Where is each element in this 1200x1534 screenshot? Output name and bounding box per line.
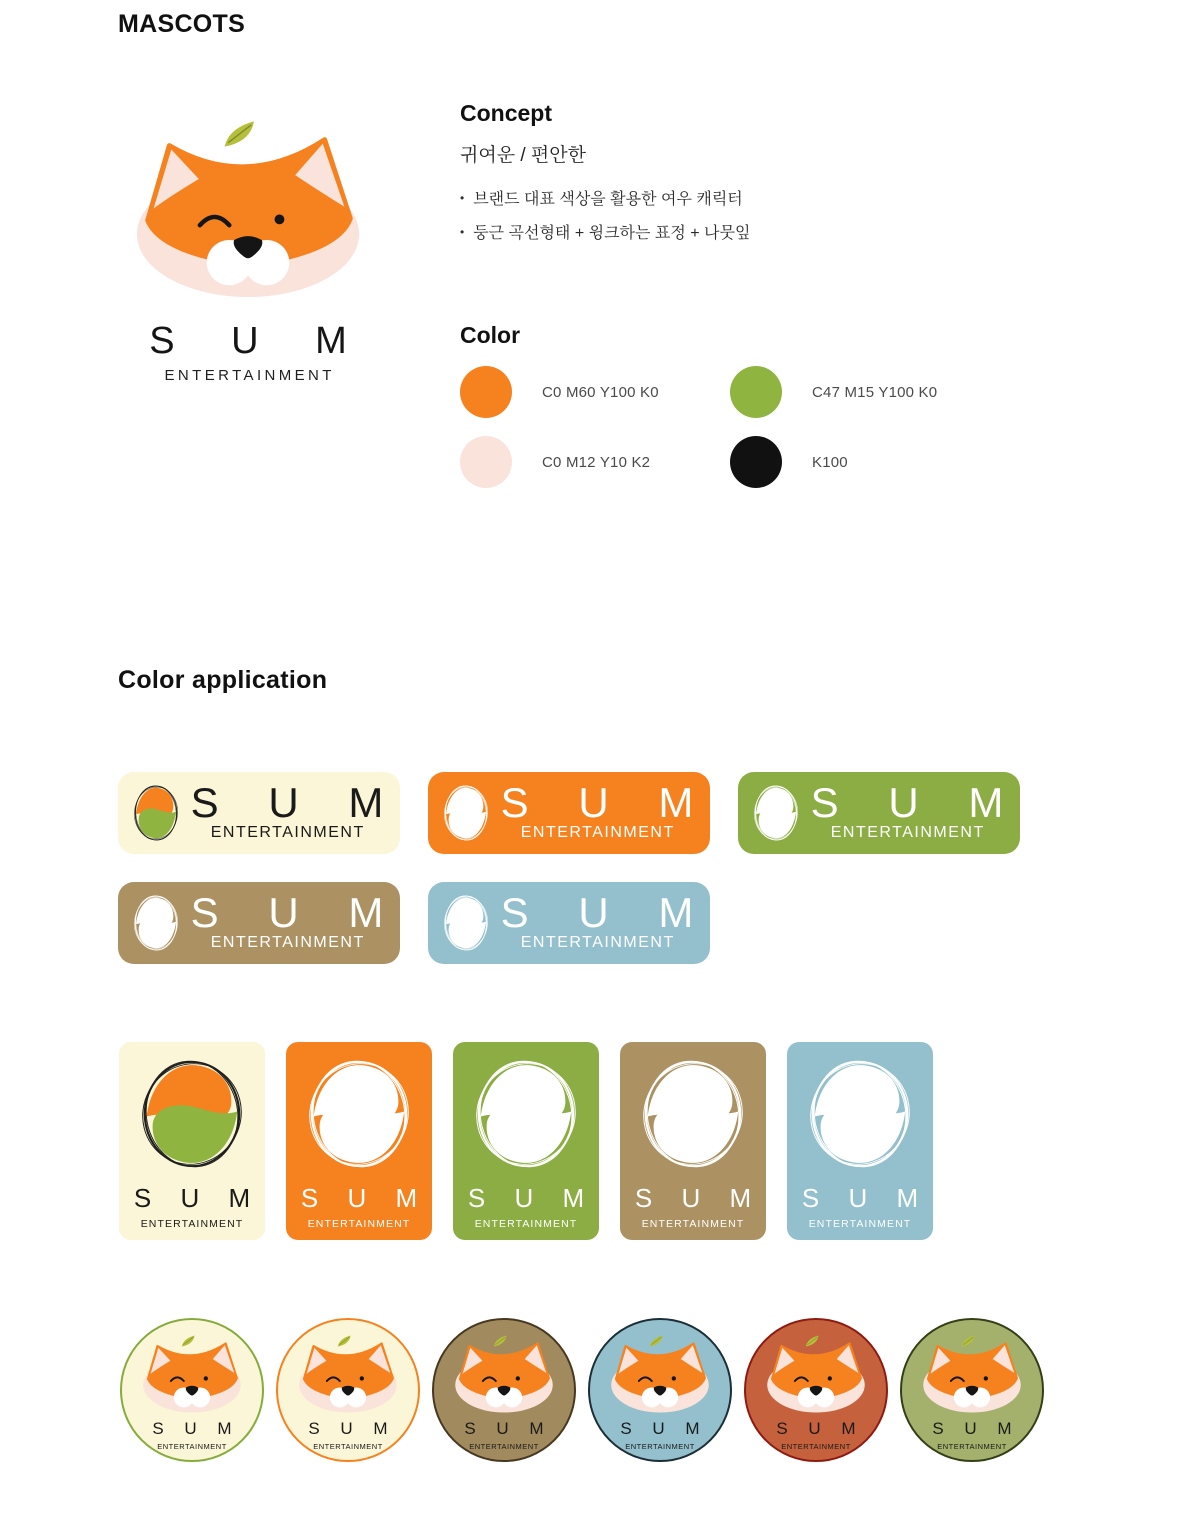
swatch-label: K100 xyxy=(812,453,848,471)
badge-sub-wordmark: ENTERTAINMENT xyxy=(313,1442,383,1451)
swatch-grid xyxy=(460,366,1040,488)
mascot-badge-blue xyxy=(588,1318,732,1462)
sum-seed-logo-icon xyxy=(801,1051,919,1177)
fox-mascot-icon xyxy=(296,1334,400,1416)
card-wordmark: S U M xyxy=(300,1183,429,1213)
banner-wordmark: S U M xyxy=(190,889,403,936)
badge-sub-wordmark: ENTERTAINMENT xyxy=(937,1442,1007,1451)
card-sub-wordmark: ENTERTAINMENT xyxy=(307,1218,411,1230)
mascot-badge-cream-orange-ring xyxy=(276,1318,420,1462)
swatch-green xyxy=(730,366,1040,418)
sum-seed-logo-icon xyxy=(130,780,182,846)
concept-section xyxy=(460,100,960,250)
badge-sub-wordmark: ENTERTAINMENT xyxy=(157,1442,227,1451)
banner-grid xyxy=(118,772,1023,964)
badge-wordmark: S U M xyxy=(620,1419,708,1438)
banner-text xyxy=(492,779,713,842)
fox-mascot-icon xyxy=(764,1334,868,1416)
banner-sub-wordmark: ENTERTAINMENT xyxy=(210,824,365,841)
banner-text xyxy=(802,779,1023,842)
mascot-wordmark: S U M xyxy=(149,320,370,362)
fox-mascot-icon xyxy=(920,1334,1024,1416)
swatch-pink xyxy=(460,436,730,488)
logo-banner-tan xyxy=(118,882,403,964)
concept-bullet-list xyxy=(460,182,960,250)
sum-seed-logo-icon xyxy=(467,1051,585,1177)
card-sub-wordmark: ENTERTAINMENT xyxy=(808,1218,912,1230)
banner-sub-wordmark: ENTERTAINMENT xyxy=(520,824,675,841)
concept-bullet: • 브랜드 대표 색상을 활용한 여우 캐릭터 xyxy=(460,182,960,216)
badge-sub-wordmark: ENTERTAINMENT xyxy=(781,1442,851,1451)
swatch-black xyxy=(730,436,1040,488)
badge-wordmark: S U M xyxy=(152,1419,240,1438)
swatch-orange xyxy=(460,366,730,418)
sum-seed-logo-icon xyxy=(440,890,492,956)
card-sub-wordmark: ENTERTAINMENT xyxy=(641,1218,745,1230)
swatch-dot-green xyxy=(730,366,782,418)
logo-card-orange xyxy=(286,1042,432,1240)
badge-wordmark: S U M xyxy=(464,1419,552,1438)
badge-sub-wordmark: ENTERTAINMENT xyxy=(469,1442,539,1451)
mascot-badge-terracotta xyxy=(744,1318,888,1462)
mascot-badge-brown xyxy=(432,1318,576,1462)
logo-banner-green xyxy=(738,772,1023,854)
sum-seed-logo-icon xyxy=(634,1051,752,1177)
badge-grid xyxy=(120,1318,1044,1462)
banner-sub-wordmark: ENTERTAINMENT xyxy=(830,824,985,841)
badge-wordmark: S U M xyxy=(776,1419,864,1438)
logo-card-cream xyxy=(119,1042,265,1240)
card-sub-wordmark: ENTERTAINMENT xyxy=(140,1218,244,1230)
color-section xyxy=(460,322,1040,488)
logo-banner-orange xyxy=(428,772,713,854)
sum-seed-logo-icon xyxy=(133,1051,251,1177)
swatch-dot-orange xyxy=(460,366,512,418)
banner-sub-wordmark: ENTERTAINMENT xyxy=(210,934,365,951)
banner-text xyxy=(182,779,403,842)
banner-text xyxy=(492,889,713,952)
card-wordmark: S U M xyxy=(467,1183,596,1213)
swatch-label: C47 M15 Y100 K0 xyxy=(812,383,938,401)
concept-bullet: • 둥근 곡선형태 + 윙크하는 표정 + 나뭇잎 xyxy=(460,216,960,250)
card-wordmark: S U M xyxy=(801,1183,930,1213)
page-title: MASCOTS xyxy=(118,10,246,38)
sum-seed-logo-icon xyxy=(440,780,492,846)
fox-mascot-icon xyxy=(452,1334,556,1416)
badge-wordmark: S U M xyxy=(308,1419,396,1438)
sum-seed-logo-icon xyxy=(750,780,802,846)
swatch-label: C0 M12 Y10 K2 xyxy=(542,453,651,471)
fox-mascot-icon xyxy=(130,118,366,305)
logo-banner-cream xyxy=(118,772,403,854)
badge-sub-wordmark: ENTERTAINMENT xyxy=(625,1442,695,1451)
concept-heading: Concept xyxy=(460,100,552,126)
card-wordmark: S U M xyxy=(133,1183,262,1213)
color-heading: Color xyxy=(460,322,521,348)
logo-card-blue xyxy=(787,1042,933,1240)
swatch-label: C0 M60 Y100 K0 xyxy=(542,383,659,401)
logo-card-green xyxy=(453,1042,599,1240)
application-heading: Color application xyxy=(118,666,328,694)
banner-wordmark: S U M xyxy=(500,889,713,936)
banner-sub-wordmark: ENTERTAINMENT xyxy=(520,934,675,951)
banner-wordmark: S U M xyxy=(190,779,403,826)
mascot-lockup xyxy=(130,118,370,384)
logo-card-tan xyxy=(620,1042,766,1240)
mascot-badge-cream-green-ring xyxy=(120,1318,264,1462)
fox-mascot-icon xyxy=(140,1334,244,1416)
card-sub-wordmark: ENTERTAINMENT xyxy=(474,1218,578,1230)
logo-banner-blue xyxy=(428,882,713,964)
mascot-sub-wordmark: ENTERTAINMENT xyxy=(164,367,335,384)
fox-mascot-icon xyxy=(608,1334,712,1416)
banner-text xyxy=(182,889,403,952)
sum-seed-logo-icon xyxy=(300,1051,418,1177)
banner-wordmark: S U M xyxy=(810,779,1023,826)
concept-keywords: 귀여운 / 편안한 xyxy=(460,145,586,166)
swatch-dot-black xyxy=(730,436,782,488)
mascot-badge-olive xyxy=(900,1318,1044,1462)
card-grid xyxy=(119,1042,933,1240)
badge-wordmark: S U M xyxy=(932,1419,1020,1438)
swatch-dot-pink xyxy=(460,436,512,488)
banner-wordmark: S U M xyxy=(500,779,713,826)
card-wordmark: S U M xyxy=(634,1183,763,1213)
sum-seed-logo-icon xyxy=(130,890,182,956)
